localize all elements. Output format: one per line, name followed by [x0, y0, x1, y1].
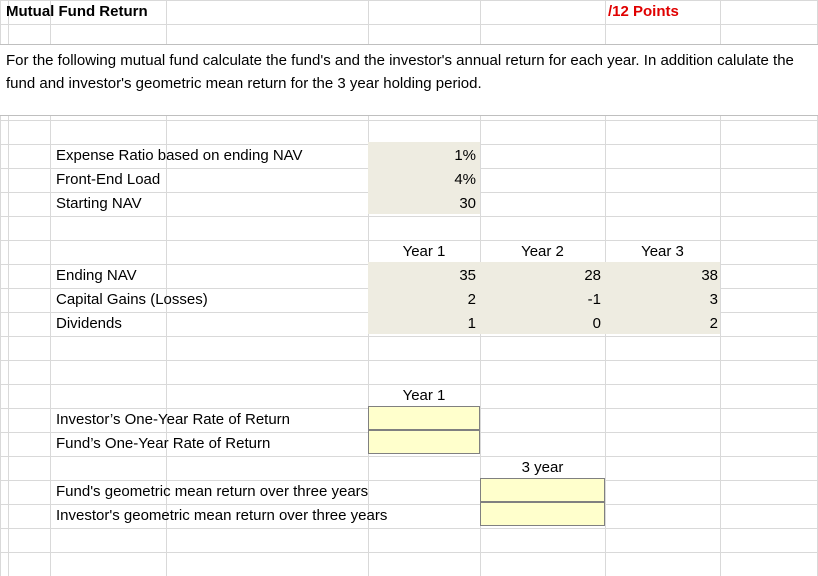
fund-geometric-input[interactable] — [480, 478, 605, 502]
starting-nav-value[interactable]: 30 — [459, 195, 476, 212]
year-1-header[interactable]: Year 1 — [402, 243, 446, 260]
fund-one-year-input[interactable] — [368, 430, 480, 454]
capital-gains-label[interactable]: Capital Gains (Losses) — [56, 291, 208, 308]
front-end-load-label[interactable]: Front-End Load — [56, 171, 161, 188]
investor-one-year-label[interactable]: Investor’s One-Year Rate of Return — [56, 411, 291, 428]
year-2-header[interactable]: Year 2 — [521, 243, 564, 260]
dividends-year-1[interactable]: 1 — [467, 315, 476, 332]
dividends-label[interactable]: Dividends — [56, 315, 122, 332]
fund-one-year-label[interactable]: Fund’s One-Year Rate of Return — [56, 435, 271, 452]
investor-one-year-input[interactable] — [368, 406, 480, 430]
fund-geometric-label[interactable]: Fund's geometric mean return over three years — [56, 483, 369, 500]
ending-nav-year-1[interactable]: 35 — [459, 267, 476, 284]
expense-ratio-label[interactable]: Expense Ratio based on ending NAV — [56, 147, 303, 164]
ending-nav-year-2[interactable]: 28 — [584, 267, 601, 284]
ending-nav-year-3[interactable]: 38 — [701, 267, 718, 284]
front-end-load-value[interactable]: 4% — [454, 171, 476, 188]
investor-geometric-input[interactable] — [480, 502, 605, 526]
capital-gains-year-2[interactable]: -1 — [587, 291, 601, 308]
year-3-header[interactable]: Year 3 — [641, 243, 684, 260]
instruction-text: For the following mutual fund calculate the fund's and the investor's annual return for each year. In addition calulate the fund and investor's geometric mean return for the 3 year holding period. — [6, 52, 794, 92]
dividends-year-2[interactable]: 0 — [592, 315, 601, 332]
one-year-header[interactable]: Year 1 — [402, 387, 446, 404]
starting-nav-label[interactable]: Starting NAV — [56, 195, 142, 212]
points-label[interactable]: /12 Points — [608, 3, 679, 20]
capital-gains-year-1[interactable]: 2 — [467, 291, 476, 308]
instruction-box[interactable] — [0, 44, 818, 116]
three-year-header[interactable]: 3 year — [521, 459, 564, 476]
ending-nav-label[interactable]: Ending NAV — [56, 267, 137, 284]
dividends-year-3[interactable]: 2 — [709, 315, 718, 332]
investor-geometric-label[interactable]: Investor's geometric mean return over three years — [56, 507, 388, 524]
expense-ratio-value[interactable]: 1% — [454, 147, 476, 164]
sheet-title[interactable]: Mutual Fund Return — [6, 3, 148, 20]
capital-gains-year-3[interactable]: 3 — [709, 291, 718, 308]
